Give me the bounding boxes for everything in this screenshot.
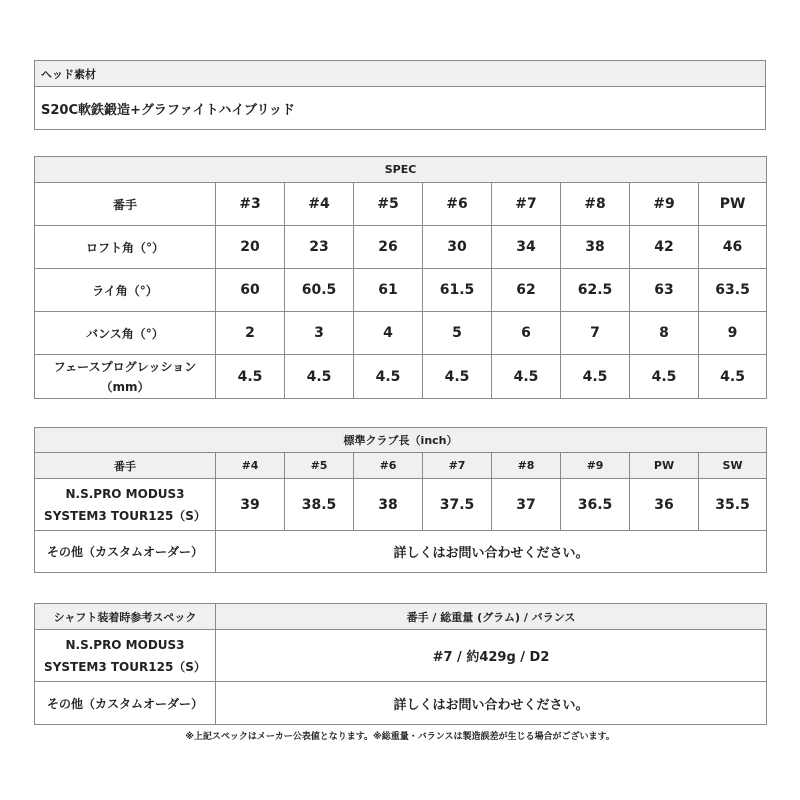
spec-cell: 4.5 (630, 355, 699, 399)
club-length-cell: 39 (216, 479, 285, 531)
spec-cell: 61 (354, 269, 423, 312)
club-length-cell: 37 (492, 479, 561, 531)
spec-cell: 23 (285, 226, 354, 269)
spec-number: #3 (216, 183, 285, 226)
spec-cell: 62.5 (561, 269, 630, 312)
spec-cell: 2 (216, 312, 285, 355)
spec-cell: 4.5 (216, 355, 285, 399)
custom-order-label: その他（カスタムオーダー） (35, 531, 216, 573)
spec-title: SPEC (35, 157, 767, 183)
club-length-row-shaft (35, 479, 767, 531)
spec-cell: 62 (492, 269, 561, 312)
shaft-spec-value: #7 / 約429g / D2 (216, 630, 767, 682)
club-length-row-custom (35, 531, 767, 573)
spec-row-label: ロフト角（°） (35, 226, 216, 269)
spec-cell: 8 (630, 312, 699, 355)
club-length-number: #6 (354, 453, 423, 479)
spec-number: #7 (492, 183, 561, 226)
spec-cell: 7 (561, 312, 630, 355)
spec-row-label-line2: （mm） (100, 379, 150, 394)
club-length-cell: 37.5 (423, 479, 492, 531)
club-length-number: #8 (492, 453, 561, 479)
spec-cell: 60 (216, 269, 285, 312)
spec-cell: 4.5 (561, 355, 630, 399)
club-length-number-label: 番手 (35, 453, 216, 479)
shaft-name-line1: N.S.PRO MODUS3 (65, 637, 185, 652)
spec-cell: 38 (561, 226, 630, 269)
shaft-name-line2: SYSTEM3 TOUR125（S） (44, 508, 206, 523)
club-length-cell: 36.5 (561, 479, 630, 531)
spec-cell: 34 (492, 226, 561, 269)
shaft-name-line1: N.S.PRO MODUS3 (65, 486, 185, 501)
shaft-spec-row-custom (35, 682, 767, 725)
spec-number-label: 番手 (35, 183, 216, 226)
spec-cell: 5 (423, 312, 492, 355)
spec-row-lie (35, 269, 767, 312)
spec-cell: 9 (699, 312, 767, 355)
spec-cell: 30 (423, 226, 492, 269)
head-material-header: ヘッド素材 (35, 61, 766, 87)
spec-cell: 20 (216, 226, 285, 269)
spec-cell: 63.5 (699, 269, 767, 312)
club-length-cell: 38 (354, 479, 423, 531)
spec-cell: 6 (492, 312, 561, 355)
head-material-table (34, 60, 766, 130)
spec-number: #5 (354, 183, 423, 226)
custom-order-note: 詳しくはお問い合わせください。 (216, 682, 767, 725)
club-length-cell: 35.5 (699, 479, 767, 531)
club-length-table (34, 427, 767, 573)
club-length-number: #4 (216, 453, 285, 479)
shaft-name (35, 479, 216, 531)
spec-number: #8 (561, 183, 630, 226)
custom-order-note: 詳しくはお問い合わせください。 (216, 531, 767, 573)
spec-row-label: バンス角（°） (35, 312, 216, 355)
spec-cell: 26 (354, 226, 423, 269)
spec-number: #4 (285, 183, 354, 226)
shaft-spec-table (34, 603, 767, 725)
footnote: ※上記スペックはメーカー公表値となります。※総重量・バランスは製造誤差が生じる場合がございます。 (185, 732, 615, 742)
spec-number: PW (699, 183, 767, 226)
spec-number: #9 (630, 183, 699, 226)
spec-cell: 4.5 (423, 355, 492, 399)
spec-cell: 60.5 (285, 269, 354, 312)
club-length-cell: 36 (630, 479, 699, 531)
shaft-spec-header-left: シャフト装着時参考スペック (35, 604, 216, 630)
spec-row-label: ライ角（°） (35, 269, 216, 312)
shaft-name-line2: SYSTEM3 TOUR125（S） (44, 659, 206, 674)
spec-cell: 61.5 (423, 269, 492, 312)
club-length-title: 標準クラブ長（inch） (35, 428, 767, 453)
club-length-number: #7 (423, 453, 492, 479)
custom-order-label: その他（カスタムオーダー） (35, 682, 216, 725)
spec-row-face-progression (35, 355, 767, 399)
head-material-value: S20C軟鉄鍛造+グラファイトハイブリッド (35, 87, 766, 130)
club-length-number: #5 (285, 453, 354, 479)
spec-cell: 46 (699, 226, 767, 269)
spec-number: #6 (423, 183, 492, 226)
spec-row-bounce (35, 312, 767, 355)
spec-cell: 4.5 (492, 355, 561, 399)
spec-row-loft (35, 226, 767, 269)
spec-cell: 3 (285, 312, 354, 355)
spec-table (34, 156, 767, 399)
club-length-cell: 38.5 (285, 479, 354, 531)
club-length-number: #9 (561, 453, 630, 479)
spec-row-label-line1: フェースプログレッション (53, 359, 197, 374)
shaft-name (35, 630, 216, 682)
shaft-spec-header-right: 番手 / 総重量 (グラム) / バランス (216, 604, 767, 630)
spec-row-label (35, 355, 216, 399)
shaft-spec-row-shaft (35, 630, 767, 682)
spec-cell: 4.5 (354, 355, 423, 399)
spec-cell: 4.5 (285, 355, 354, 399)
spec-cell: 63 (630, 269, 699, 312)
spec-cell: 4 (354, 312, 423, 355)
club-length-number: SW (699, 453, 767, 479)
spec-cell: 42 (630, 226, 699, 269)
club-length-number: PW (630, 453, 699, 479)
spec-cell: 4.5 (699, 355, 767, 399)
